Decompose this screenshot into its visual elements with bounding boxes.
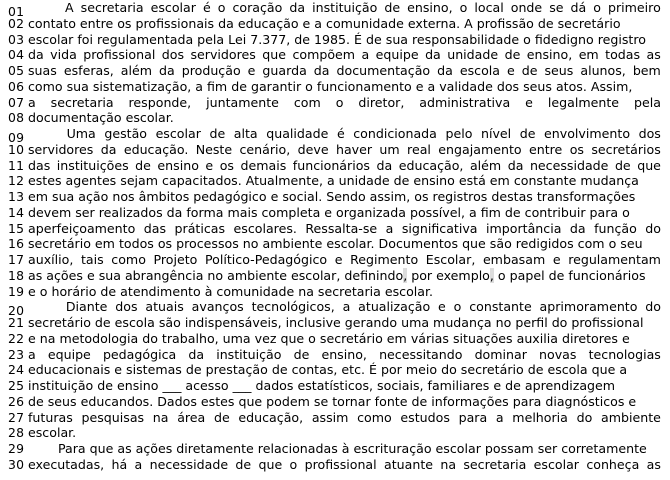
word: unidade — [447, 47, 499, 63]
text-line — [0, 189, 670, 205]
word: escolar — [533, 456, 579, 472]
text-run: de seus educandos. Dados estes que podem se tornar fonte de informações para diagnósticos e — [28, 393, 637, 409]
word: tecnologias — [588, 346, 661, 362]
word: pesquisas — [81, 409, 145, 425]
word: do — [645, 299, 661, 315]
line-text — [28, 142, 670, 158]
highlighted-text: , — [403, 267, 408, 283]
word: nível — [480, 126, 512, 141]
line-number: 22 — [8, 330, 25, 346]
word: Neste — [195, 141, 233, 157]
line-text — [28, 441, 670, 457]
word: as — [646, 47, 661, 63]
text-run: e na metodologia do trabalho, uma vez que o secretário em várias situações auxilia diretores e — [28, 330, 630, 346]
text-line — [0, 268, 670, 284]
word: que — [258, 456, 283, 472]
text-line — [0, 410, 670, 426]
word: é — [336, 126, 345, 141]
word: esferas, — [63, 63, 114, 78]
word: instituição — [216, 346, 282, 362]
word: Político-Pedagógico — [205, 252, 328, 267]
line-number: 14 — [8, 204, 25, 220]
text-line — [0, 142, 670, 158]
text-run: o papel de funcionários — [493, 267, 646, 283]
text-line — [0, 457, 670, 473]
text-run: secretário de escola são indispensáveis, inclusive gerando uma mudança no perfil do profissional — [28, 315, 644, 330]
text-run: as ações e sua abrangência no ambiente escolar, definindo — [28, 267, 404, 283]
word: significativa — [401, 220, 478, 236]
word: de — [213, 409, 230, 425]
line-number: 30 — [8, 456, 25, 472]
word: administrativa — [419, 94, 511, 110]
line-text — [28, 110, 670, 126]
word: da — [437, 63, 453, 78]
word: há — [111, 456, 128, 472]
line-number: 24 — [8, 362, 25, 378]
word: deve — [297, 141, 329, 157]
line-number: 16 — [8, 236, 25, 252]
word: todas — [605, 47, 641, 63]
word: secretaria — [50, 94, 114, 110]
text-run: devem ser realizados da forma mais completa e organizada possível, a fim de contribuir para o — [28, 204, 630, 220]
word: um — [379, 141, 400, 157]
word: coração — [232, 0, 283, 15]
line-text — [28, 16, 670, 32]
word: se — [549, 0, 564, 15]
word: haver — [335, 141, 373, 157]
line-text — [28, 0, 670, 16]
word: necessitando — [379, 346, 463, 362]
word: da — [188, 346, 205, 362]
word: a — [495, 409, 504, 425]
line-text — [28, 158, 670, 174]
paragraph-indent — [28, 0, 58, 16]
word: atuais — [145, 299, 184, 315]
word: suas — [28, 63, 57, 78]
word: de — [521, 63, 538, 78]
text-line — [0, 63, 670, 79]
word: instituições — [56, 157, 129, 173]
word: da — [425, 47, 441, 63]
line-number: 05 — [8, 63, 25, 78]
word: além — [469, 157, 502, 173]
word: diretor, — [358, 94, 405, 110]
line-number: 08 — [8, 110, 25, 126]
word: equipe — [375, 47, 419, 63]
word: guarda — [262, 63, 307, 78]
word: é — [202, 0, 211, 15]
text-line — [0, 32, 670, 48]
word: demais — [240, 157, 287, 173]
word: engajamento — [438, 141, 522, 157]
word: que — [637, 157, 661, 173]
word: a — [361, 47, 370, 63]
word: pedagógica — [102, 346, 177, 362]
word: escolar — [155, 126, 201, 141]
line-text — [28, 268, 670, 284]
line-number: 13 — [8, 189, 25, 204]
text-line — [0, 236, 670, 252]
word: como — [111, 252, 146, 267]
word: além — [120, 63, 153, 78]
word: produção — [181, 63, 241, 78]
text-line — [0, 16, 670, 32]
word: e — [438, 299, 446, 315]
word: da — [376, 157, 393, 173]
text-line — [0, 315, 670, 331]
text-line — [0, 158, 670, 174]
text-run: escolar foi regulamentada pela Lei 7.377, de 1985. É de sua responsabilidade o fidedigno registro — [28, 31, 646, 47]
word: responde, — [128, 94, 192, 110]
line-text — [28, 221, 670, 237]
text-line — [0, 110, 670, 126]
text-line — [0, 126, 670, 145]
text-line — [0, 378, 670, 394]
word: das — [143, 220, 167, 236]
word: os — [569, 141, 584, 157]
word: dá — [570, 0, 587, 15]
word: seus — [544, 63, 574, 78]
word: a — [342, 299, 351, 315]
word: do — [576, 409, 593, 425]
word: da — [313, 63, 330, 78]
word: A — [65, 0, 74, 15]
line-number: 26 — [8, 393, 25, 409]
word: do — [645, 220, 661, 236]
word: secretaria — [80, 0, 144, 15]
text-line — [0, 0, 670, 19]
word: ensino — [157, 157, 199, 173]
word: condicionada — [353, 126, 437, 141]
word: a — [28, 346, 36, 362]
word: bem — [632, 63, 661, 78]
word: regulamentam — [568, 252, 661, 267]
line-number: 21 — [8, 315, 25, 330]
line-text — [28, 252, 670, 268]
word: e — [507, 63, 515, 78]
word: de — [135, 157, 151, 173]
word: entre — [528, 141, 563, 157]
line-text — [28, 189, 670, 205]
text-line — [0, 221, 670, 237]
word: e — [525, 94, 533, 110]
word: e — [205, 157, 214, 173]
text-run: escolar. — [28, 425, 77, 441]
word: aprimoramento — [539, 299, 638, 315]
word: escolar — [150, 0, 196, 15]
text-run: em sua ação nos âmbitos pedagógico e social. Sendo assim, os registros destas transformações — [28, 189, 636, 204]
line-number: 02 — [8, 15, 25, 31]
word: educação, — [398, 157, 464, 173]
word: a — [28, 94, 36, 110]
line-number: 04 — [8, 47, 25, 63]
word: escola — [459, 63, 500, 78]
word: real — [407, 141, 431, 157]
word: de — [614, 157, 631, 173]
line-number: 25 — [8, 378, 25, 393]
word: secretaria — [463, 456, 527, 472]
text-run: estes agentes sejam capacitados. Atualmente, a unidade de ensino está em constante mudança — [28, 173, 639, 189]
word: ambiente — [600, 409, 661, 425]
word: o — [289, 456, 298, 472]
line-number: 29 — [8, 441, 25, 456]
line-number: 28 — [8, 425, 25, 441]
word: o — [217, 0, 226, 15]
line-number: 10 — [8, 141, 25, 157]
word: legalmente — [547, 94, 620, 110]
word: dos — [115, 299, 138, 315]
word: local — [474, 0, 504, 15]
text-line — [0, 79, 670, 95]
text-line — [0, 173, 670, 189]
line-text — [28, 32, 670, 48]
word: Ressalta-se — [305, 220, 378, 236]
word: Escolar, — [425, 252, 476, 267]
word: gestão — [104, 126, 147, 141]
text-line — [0, 331, 670, 347]
word: necessidade — [529, 157, 609, 173]
text-line — [0, 425, 670, 441]
word: de — [384, 0, 401, 15]
highlighted-text: , — [489, 267, 494, 283]
line-text — [28, 347, 670, 363]
word: tecnológicos, — [251, 299, 335, 315]
word: alunos, — [580, 63, 626, 78]
word: servidores — [190, 47, 256, 63]
word: servidores — [28, 141, 94, 157]
word: alta — [233, 126, 258, 141]
word: e — [552, 252, 561, 267]
line-number: 19 — [8, 283, 25, 299]
text-run: documentação escolar. — [28, 110, 174, 126]
word: atualização — [358, 299, 431, 315]
word: de — [209, 126, 226, 141]
word: juntamente — [206, 94, 279, 110]
word: envolvimento — [544, 126, 631, 141]
text-line — [0, 47, 670, 63]
line-number: 17 — [8, 252, 25, 267]
word: escolares. — [233, 220, 297, 236]
word: que — [262, 47, 286, 63]
word: ensino, — [407, 0, 453, 15]
line-number: 06 — [8, 78, 25, 94]
text-line — [0, 299, 670, 318]
word: cenário, — [239, 141, 291, 157]
line-number: 12 — [8, 173, 25, 189]
text-line — [0, 95, 670, 111]
line-text — [28, 425, 670, 441]
word: pela — [633, 94, 661, 110]
word: o — [459, 0, 468, 15]
line-number: 23 — [8, 346, 25, 362]
word: executadas, — [28, 456, 105, 472]
word: vida — [50, 47, 77, 63]
word: embasam — [482, 252, 546, 267]
word: secretários — [591, 141, 661, 157]
line-text — [28, 47, 670, 63]
word: e — [334, 252, 343, 267]
word: funcionários — [292, 157, 370, 173]
line-number: 09 — [8, 129, 25, 145]
line-text — [28, 378, 670, 394]
word: com — [293, 94, 321, 110]
text-run: educacionais e sistemas de prestação de contas, etc. É por meio do secretário de escola que a — [28, 362, 628, 378]
line-text — [28, 236, 670, 252]
word: dominar — [474, 346, 527, 362]
word: educação, — [238, 409, 304, 425]
word: necessidade — [149, 456, 229, 472]
text-run: contato entre os profissionais da educação e a comunidade externa. A profissão de secretário — [28, 15, 621, 31]
word: a — [134, 456, 143, 472]
word: Projeto — [153, 252, 198, 267]
line-text — [28, 173, 670, 189]
word: ensino, — [526, 47, 573, 63]
word: auxílio, — [28, 252, 74, 267]
word: primeiro — [607, 0, 661, 15]
text-line — [0, 362, 670, 378]
word: novas — [539, 346, 577, 362]
word: educação. — [123, 141, 189, 157]
word: instituição — [312, 0, 378, 15]
line-text — [28, 315, 670, 331]
line-text — [28, 394, 670, 410]
paragraph-indent — [28, 126, 58, 142]
word: em — [578, 47, 599, 63]
word: o — [593, 0, 601, 15]
word: profissional — [83, 47, 156, 63]
line-text — [28, 95, 670, 111]
word: constante — [469, 299, 532, 315]
word: equipe — [47, 346, 91, 362]
word: para — [458, 409, 488, 425]
word: o — [453, 299, 462, 315]
word: o — [335, 94, 344, 110]
paragraph-indent — [28, 299, 58, 315]
line-number: 15 — [8, 220, 25, 236]
word: como — [357, 409, 392, 425]
word: da — [159, 63, 175, 78]
text-run: e o horário de atendimento à comunidade na secretaria escolar. — [28, 283, 434, 299]
word: função — [594, 220, 637, 236]
word: aperfeiçoamento — [28, 220, 136, 236]
word: Diante — [65, 299, 108, 315]
text-line — [0, 205, 670, 221]
word: documentação — [336, 63, 431, 78]
word: dos — [161, 47, 185, 63]
word: na — [440, 456, 457, 472]
word: Uma — [66, 126, 96, 141]
word: futuras — [28, 409, 73, 425]
line-number: 11 — [8, 157, 25, 173]
word: da — [569, 220, 586, 236]
word: de — [235, 456, 252, 472]
word: onde — [510, 0, 543, 15]
text-run: instituição de ensino ___ acesso ___ dados estatísticos, sociais, familiares e de aprendizagem — [28, 378, 616, 393]
word: os — [219, 157, 234, 173]
word: estudos — [400, 409, 450, 425]
word: importância — [486, 220, 562, 236]
text-run: por exemplo — [407, 267, 490, 283]
word: da — [100, 141, 117, 157]
line-number: 20 — [8, 303, 25, 318]
word: compõem — [292, 47, 356, 63]
line-text — [28, 331, 670, 347]
word: área — [177, 409, 206, 425]
word: as — [646, 456, 661, 472]
word: a — [385, 220, 394, 236]
word: na — [152, 409, 169, 425]
line-text — [28, 63, 670, 79]
line-number: 01 — [8, 3, 25, 19]
word: da — [28, 47, 44, 63]
text-line — [0, 252, 670, 268]
word: qualidade — [266, 126, 329, 141]
word: e — [247, 63, 256, 78]
word: profissional — [304, 456, 377, 472]
word: práticas — [174, 220, 226, 236]
line-number: 03 — [8, 31, 25, 47]
text-line — [0, 347, 670, 363]
line-number: 27 — [8, 409, 25, 425]
text-line — [0, 284, 670, 300]
word: dos — [638, 126, 661, 141]
word: pelo — [445, 126, 473, 141]
word: de — [504, 47, 521, 63]
text-line — [0, 394, 670, 410]
word: da — [507, 157, 524, 173]
line-text — [28, 362, 670, 378]
word: Regimento — [350, 252, 419, 267]
line-text — [28, 205, 670, 221]
line-text — [28, 299, 670, 315]
text-run: como sua sistematização, a fim de garantir o funcionamento e a validade dos seus atos. Assim, — [28, 78, 633, 94]
line-text — [28, 410, 670, 426]
word: ensino, — [321, 346, 367, 362]
text-run: Para que as ações diretamente relacionadas à escrituração escolar possam ser corretamente — [58, 441, 647, 456]
word: de — [519, 126, 536, 141]
line-text — [28, 284, 670, 300]
line-text — [28, 457, 670, 473]
text-line — [0, 441, 670, 457]
word: das — [28, 157, 51, 173]
line-text — [28, 126, 670, 142]
word: assim — [311, 409, 349, 425]
word: conheça — [586, 456, 640, 472]
text-run: secretário em todos os processos no ambiente escolar. Documentos que são redigidos com o seu — [28, 236, 643, 252]
line-number: 18 — [8, 267, 25, 283]
word: tais — [80, 252, 104, 267]
word: avanços — [191, 299, 244, 315]
line-number: 07 — [8, 94, 25, 110]
word: melhoria — [512, 409, 568, 425]
word: atuante — [383, 456, 434, 472]
word: de — [293, 346, 310, 362]
word: da — [289, 0, 306, 15]
line-text — [28, 79, 670, 95]
